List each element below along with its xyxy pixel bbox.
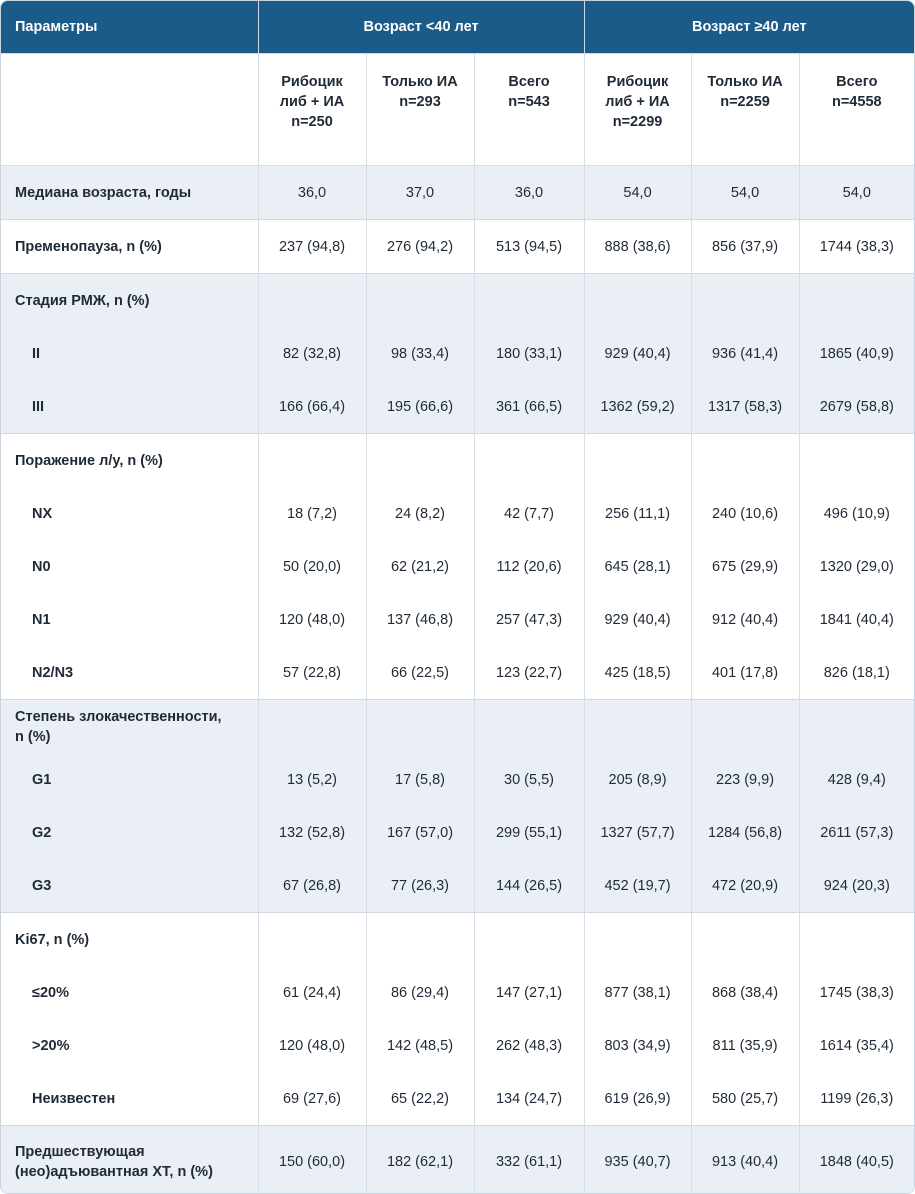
column-header-line: n=4558 bbox=[831, 94, 882, 110]
column-header-line: n=293 bbox=[399, 94, 441, 110]
value-cell: 240 (10,6) bbox=[691, 487, 799, 540]
value-cell bbox=[691, 913, 799, 967]
row-label: NX bbox=[1, 487, 258, 540]
value-cell: 675 (29,9) bbox=[691, 540, 799, 593]
row-label: Поражение л/у, n (%) bbox=[1, 434, 258, 488]
value-cell: 1865 (40,9) bbox=[799, 327, 914, 380]
value-cell: 619 (26,9) bbox=[584, 1072, 691, 1126]
value-cell: 1848 (40,5) bbox=[799, 1126, 914, 1194]
column-header-line: Всего bbox=[836, 74, 878, 90]
table-row bbox=[1, 1126, 914, 1194]
table-row bbox=[1, 434, 914, 488]
value-cell: 826 (18,1) bbox=[799, 646, 914, 700]
value-cell: 452 (19,7) bbox=[584, 859, 691, 913]
value-cell: 54,0 bbox=[799, 166, 914, 220]
value-cell bbox=[584, 700, 691, 754]
value-cell: 180 (33,1) bbox=[474, 327, 584, 380]
value-cell: 61 (24,4) bbox=[258, 966, 366, 1019]
value-cell: 888 (38,6) bbox=[584, 220, 691, 274]
value-cell: 65 (22,2) bbox=[366, 1072, 474, 1126]
table-body bbox=[1, 166, 914, 1194]
row-label: G2 bbox=[1, 806, 258, 859]
value-cell: 36,0 bbox=[474, 166, 584, 220]
row-label-line: n (%) bbox=[15, 728, 51, 745]
table-row bbox=[1, 700, 914, 754]
value-cell: 67 (26,8) bbox=[258, 859, 366, 913]
age-under-40-header: Возраст <40 лет bbox=[258, 1, 584, 54]
value-cell: 144 (26,5) bbox=[474, 859, 584, 913]
value-cell: 182 (62,1) bbox=[366, 1126, 474, 1194]
value-cell bbox=[366, 274, 474, 328]
table-row bbox=[1, 540, 914, 593]
column-header-line: n=543 bbox=[508, 94, 550, 110]
value-cell: 112 (20,6) bbox=[474, 540, 584, 593]
value-cell: 425 (18,5) bbox=[584, 646, 691, 700]
value-cell bbox=[474, 434, 584, 488]
value-cell bbox=[474, 913, 584, 967]
value-cell bbox=[691, 274, 799, 328]
column-header-1 bbox=[258, 54, 366, 166]
value-cell: 237 (94,8) bbox=[258, 220, 366, 274]
table-row bbox=[1, 1072, 914, 1126]
value-cell: 299 (55,1) bbox=[474, 806, 584, 859]
value-cell bbox=[799, 274, 914, 328]
value-cell: 132 (52,8) bbox=[258, 806, 366, 859]
table-row bbox=[1, 1019, 914, 1072]
table-row bbox=[1, 220, 914, 274]
table-row bbox=[1, 593, 914, 646]
value-cell: 472 (20,9) bbox=[691, 859, 799, 913]
subheader-empty-cell bbox=[1, 54, 258, 166]
value-cell: 77 (26,3) bbox=[366, 859, 474, 913]
column-header-line: Рибоцик bbox=[606, 74, 669, 90]
row-label: II bbox=[1, 327, 258, 380]
row-label-line: Предшествующая bbox=[15, 1144, 145, 1160]
table-header-row bbox=[1, 1, 914, 54]
value-cell: 1320 (29,0) bbox=[799, 540, 914, 593]
value-cell: 30 (5,5) bbox=[474, 753, 584, 806]
value-cell: 147 (27,1) bbox=[474, 966, 584, 1019]
value-cell: 1841 (40,4) bbox=[799, 593, 914, 646]
row-label: N1 bbox=[1, 593, 258, 646]
value-cell bbox=[366, 913, 474, 967]
value-cell: 120 (48,0) bbox=[258, 593, 366, 646]
value-cell bbox=[584, 434, 691, 488]
value-cell: 877 (38,1) bbox=[584, 966, 691, 1019]
value-cell: 223 (9,9) bbox=[691, 753, 799, 806]
value-cell: 1327 (57,7) bbox=[584, 806, 691, 859]
value-cell: 13 (5,2) bbox=[258, 753, 366, 806]
value-cell: 62 (21,2) bbox=[366, 540, 474, 593]
row-label bbox=[1, 1126, 258, 1194]
row-label bbox=[1, 700, 258, 754]
value-cell: 332 (61,1) bbox=[474, 1126, 584, 1194]
table-row bbox=[1, 327, 914, 380]
value-cell: 98 (33,4) bbox=[366, 327, 474, 380]
column-header-line: Рибоцик bbox=[281, 74, 343, 90]
value-cell: 54,0 bbox=[584, 166, 691, 220]
value-cell: 167 (57,0) bbox=[366, 806, 474, 859]
row-label: N0 bbox=[1, 540, 258, 593]
row-label: G3 bbox=[1, 859, 258, 913]
row-label: Медиана возраста, годы bbox=[1, 166, 258, 220]
row-label-line: Степень злокачественности, bbox=[15, 708, 222, 725]
value-cell bbox=[799, 434, 914, 488]
value-cell: 150 (60,0) bbox=[258, 1126, 366, 1194]
value-cell: 257 (47,3) bbox=[474, 593, 584, 646]
value-cell: 401 (17,8) bbox=[691, 646, 799, 700]
table-row bbox=[1, 274, 914, 328]
value-cell: 123 (22,7) bbox=[474, 646, 584, 700]
value-cell: 120 (48,0) bbox=[258, 1019, 366, 1072]
value-cell: 134 (24,7) bbox=[474, 1072, 584, 1126]
column-header-line: Только ИА bbox=[707, 74, 783, 90]
value-cell: 86 (29,4) bbox=[366, 966, 474, 1019]
value-cell: 1317 (58,3) bbox=[691, 380, 799, 434]
value-cell bbox=[366, 700, 474, 754]
row-label: G1 bbox=[1, 753, 258, 806]
value-cell: 166 (66,4) bbox=[258, 380, 366, 434]
value-cell: 811 (35,9) bbox=[691, 1019, 799, 1072]
value-cell: 1284 (56,8) bbox=[691, 806, 799, 859]
column-header-6 bbox=[799, 54, 914, 166]
table-row bbox=[1, 966, 914, 1019]
table-row bbox=[1, 380, 914, 434]
value-cell bbox=[474, 700, 584, 754]
column-header-2 bbox=[366, 54, 474, 166]
value-cell bbox=[584, 274, 691, 328]
value-cell: 57 (22,8) bbox=[258, 646, 366, 700]
column-header-line: n=2299 bbox=[612, 114, 663, 130]
column-subheader-row bbox=[1, 54, 914, 166]
table-row bbox=[1, 859, 914, 913]
value-cell: 2679 (58,8) bbox=[799, 380, 914, 434]
value-cell: 137 (46,8) bbox=[366, 593, 474, 646]
value-cell: 54,0 bbox=[691, 166, 799, 220]
value-cell: 1614 (35,4) bbox=[799, 1019, 914, 1072]
value-cell: 856 (37,9) bbox=[691, 220, 799, 274]
value-cell: 803 (34,9) bbox=[584, 1019, 691, 1072]
value-cell: 205 (8,9) bbox=[584, 753, 691, 806]
value-cell bbox=[474, 274, 584, 328]
table-row bbox=[1, 487, 914, 540]
value-cell: 262 (48,3) bbox=[474, 1019, 584, 1072]
value-cell bbox=[691, 700, 799, 754]
value-cell bbox=[691, 434, 799, 488]
value-cell: 1745 (38,3) bbox=[799, 966, 914, 1019]
value-cell bbox=[258, 434, 366, 488]
column-header-line: Всего bbox=[508, 74, 550, 90]
row-label: Ki67, n (%) bbox=[1, 913, 258, 967]
value-cell: 2611 (57,3) bbox=[799, 806, 914, 859]
row-label: III bbox=[1, 380, 258, 434]
value-cell: 276 (94,2) bbox=[366, 220, 474, 274]
value-cell: 580 (25,7) bbox=[691, 1072, 799, 1126]
baseline-characteristics-table bbox=[1, 1, 914, 1194]
value-cell: 929 (40,4) bbox=[584, 327, 691, 380]
column-header-line: либ + ИА bbox=[605, 94, 670, 110]
row-label: Пременопауза, n (%) bbox=[1, 220, 258, 274]
column-header-line: либ + ИА bbox=[279, 94, 345, 110]
value-cell: 513 (94,5) bbox=[474, 220, 584, 274]
value-cell bbox=[258, 913, 366, 967]
value-cell: 913 (40,4) bbox=[691, 1126, 799, 1194]
table-row bbox=[1, 166, 914, 220]
value-cell: 50 (20,0) bbox=[258, 540, 366, 593]
value-cell: 195 (66,6) bbox=[366, 380, 474, 434]
row-label: N2/N3 bbox=[1, 646, 258, 700]
value-cell: 69 (27,6) bbox=[258, 1072, 366, 1126]
value-cell: 924 (20,3) bbox=[799, 859, 914, 913]
value-cell: 37,0 bbox=[366, 166, 474, 220]
value-cell bbox=[799, 913, 914, 967]
value-cell: 868 (38,4) bbox=[691, 966, 799, 1019]
value-cell: 936 (41,4) bbox=[691, 327, 799, 380]
value-cell: 256 (11,1) bbox=[584, 487, 691, 540]
value-cell bbox=[258, 274, 366, 328]
column-header-line: Только ИА bbox=[382, 74, 458, 90]
value-cell bbox=[799, 700, 914, 754]
value-cell: 24 (8,2) bbox=[366, 487, 474, 540]
value-cell: 42 (7,7) bbox=[474, 487, 584, 540]
value-cell: 912 (40,4) bbox=[691, 593, 799, 646]
column-header-line: n=2259 bbox=[720, 94, 770, 110]
table-row bbox=[1, 646, 914, 700]
value-cell: 1744 (38,3) bbox=[799, 220, 914, 274]
row-label: Стадия РМЖ, n (%) bbox=[1, 274, 258, 328]
column-header-5 bbox=[691, 54, 799, 166]
value-cell: 935 (40,7) bbox=[584, 1126, 691, 1194]
column-header-3 bbox=[474, 54, 584, 166]
row-label: >20% bbox=[1, 1019, 258, 1072]
column-header-line: n=250 bbox=[291, 114, 333, 130]
value-cell: 142 (48,5) bbox=[366, 1019, 474, 1072]
value-cell: 36,0 bbox=[258, 166, 366, 220]
value-cell: 82 (32,8) bbox=[258, 327, 366, 380]
age-over-40-header: Возраст ≥40 лет bbox=[584, 1, 914, 54]
value-cell: 66 (22,5) bbox=[366, 646, 474, 700]
parameters-header: Параметры bbox=[1, 1, 258, 54]
value-cell bbox=[366, 434, 474, 488]
value-cell: 496 (10,9) bbox=[799, 487, 914, 540]
value-cell: 18 (7,2) bbox=[258, 487, 366, 540]
value-cell: 645 (28,1) bbox=[584, 540, 691, 593]
value-cell: 929 (40,4) bbox=[584, 593, 691, 646]
column-header-4 bbox=[584, 54, 691, 166]
value-cell: 1199 (26,3) bbox=[799, 1072, 914, 1126]
row-label: Неизвестен bbox=[1, 1072, 258, 1126]
table-row bbox=[1, 913, 914, 967]
table-row bbox=[1, 753, 914, 806]
value-cell: 1362 (59,2) bbox=[584, 380, 691, 434]
row-label: ≤20% bbox=[1, 966, 258, 1019]
value-cell bbox=[258, 700, 366, 754]
value-cell: 361 (66,5) bbox=[474, 380, 584, 434]
table-row bbox=[1, 806, 914, 859]
value-cell: 428 (9,4) bbox=[799, 753, 914, 806]
value-cell: 17 (5,8) bbox=[366, 753, 474, 806]
row-label-line: (нео)адъювантная ХТ, n (%) bbox=[15, 1164, 213, 1180]
value-cell bbox=[584, 913, 691, 967]
